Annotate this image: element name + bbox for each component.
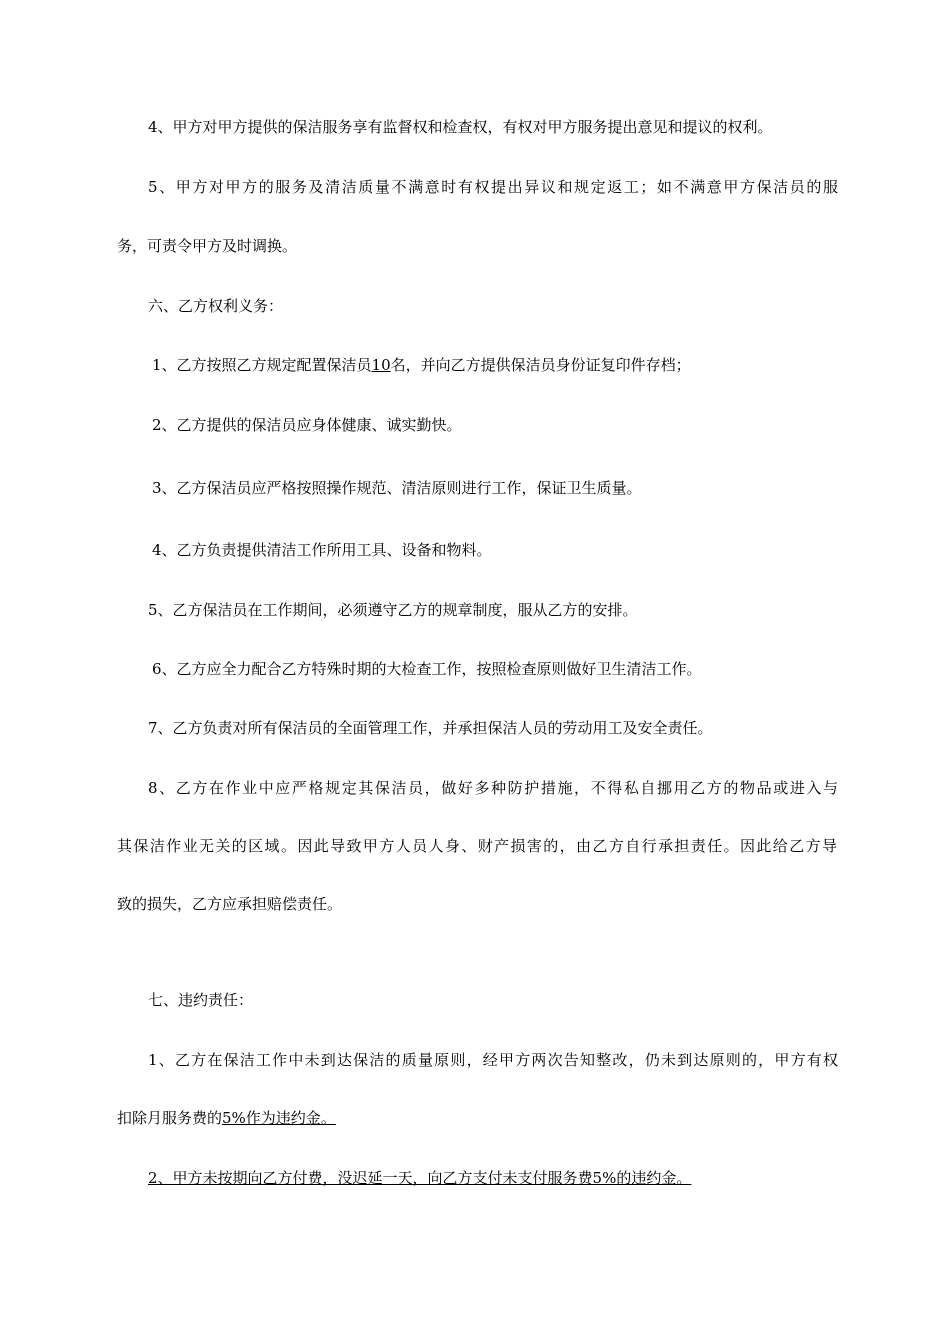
paragraph-c2: 2、甲方未按期向乙方付费，没迟延一天，向乙方支付未支付服务费5%的违约金。 [148,1169,692,1187]
paragraph-b3: 3、乙方保洁员应严格按照操作规范、清洁原则进行工作，保证卫生质量。 [152,479,642,497]
penalty-clause: 5%作为违约金。 [222,1109,336,1127]
section-heading-6: 六、乙方权利义务： [148,297,284,315]
paragraph-b8-line1: 8、乙方在作业中应严格规定其保洁员，做好多种防护措施，不得私自挪用乙方的物品或进入与 [148,779,838,797]
paragraph-b4: 4、乙方负责提供清洁工作所用工具、设备和物料。 [152,541,492,559]
paragraph-b8-line3: 致的损失，乙方应承担赔偿责任。 [117,895,343,913]
cleaner-count: 10 [371,356,391,374]
paragraph-b1-post: 名，并向乙方提供保洁员身份证复印件存档； [390,356,691,374]
paragraph-b1-pre: 1、乙方按照乙方规定配置保洁员 [152,356,372,374]
paragraph-b8-line2: 其保洁作业无关的区域。因此导致甲方人员人身、财产损害的，由乙方自行承担责任。因此给乙方导 [117,837,837,855]
paragraph-b7: 7、乙方负责对所有保洁员的全面管理工作，并承担保洁人员的劳动用工及安全责任。 [148,719,713,737]
paragraph-a5-line1: 5、甲方对甲方的服务及清洁质量不满意时有权提出异议和规定返工；如不满意甲方保洁员的服 [148,178,838,196]
paragraph-c1-line2-pre: 扣除月服务费的 [117,1109,223,1127]
paragraph-c1-line2 [117,1108,837,1128]
paragraph-a4: 4、甲方对甲方提供的保洁服务享有监督权和检查权，有权对甲方服务提出意见和提议的权利。 [148,118,773,136]
section-heading-7: 七、违约责任： [148,991,254,1009]
paragraph-b5: 5、乙方保洁员在工作期间，必须遵守乙方的规章制度，服从乙方的安排。 [148,601,638,619]
paragraph-a5-line2: 务，可责令甲方及时调换。 [117,237,298,255]
paragraph-c1-line1: 1、乙方在保洁工作中未到达保洁的质量原则，经甲方两次告知整改，仍未到达原则的，甲方有权 [148,1051,838,1069]
paragraph-b2: 2、乙方提供的保洁员应身体健康、诚实勤快。 [152,416,462,434]
paragraph-b1 [152,355,838,375]
paragraph-b6: 6、乙方应全力配合乙方特殊时期的大检查工作，按照检查原则做好卫生清洁工作。 [152,660,702,678]
